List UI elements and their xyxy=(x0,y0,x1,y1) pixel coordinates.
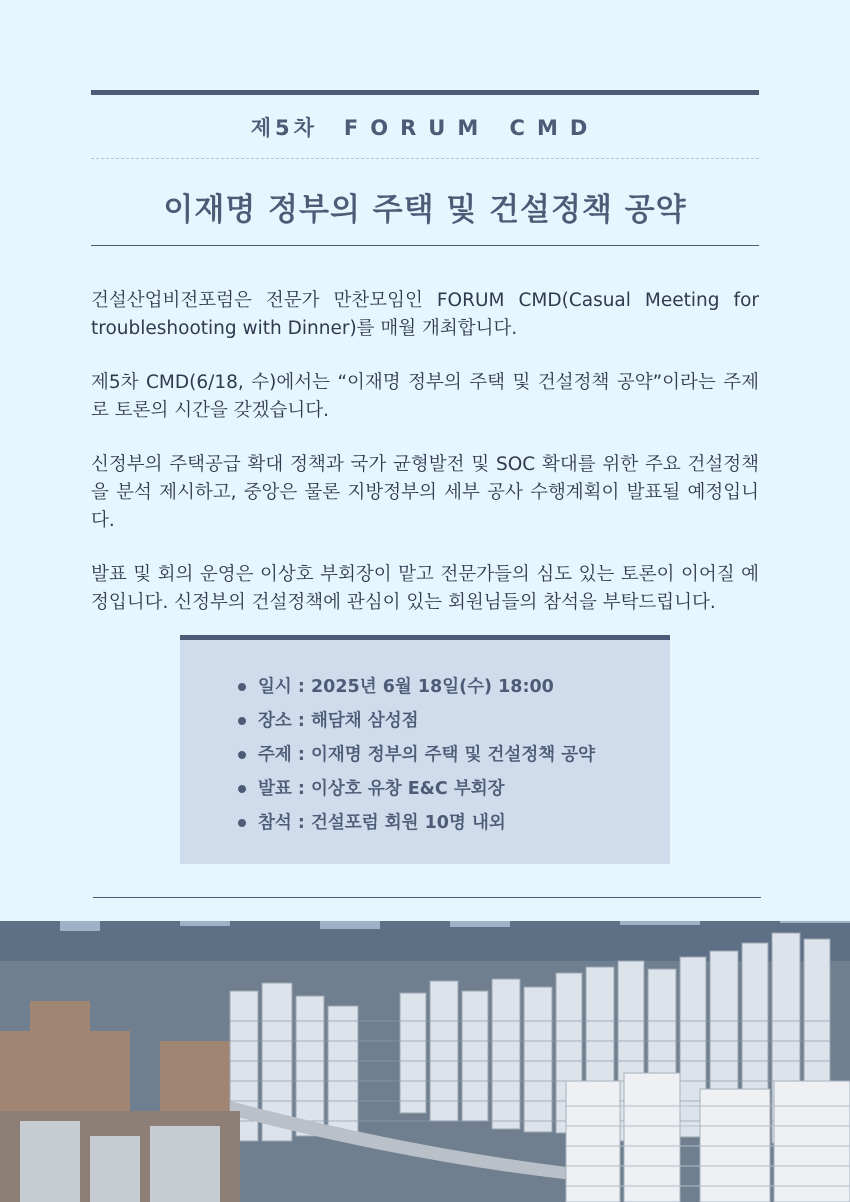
bullet-icon xyxy=(238,717,246,725)
forum-header xyxy=(91,112,759,142)
info-item-place xyxy=(238,709,595,743)
bullet-icon xyxy=(238,785,246,793)
bullet-icon xyxy=(238,751,246,759)
forum-name: FORUM CMD xyxy=(343,116,600,140)
info-text: 발표 : 이상호 유창 E&C 부회장 xyxy=(258,779,505,799)
info-item-topic xyxy=(238,743,595,777)
paragraph-2: 제5차 CMD(6/18, 수)에서는 “이재명 정부의 주택 및 건설정책 공약”이라는 주제로 토론의 시간을 갖겠습니다. xyxy=(91,372,759,421)
event-info-list xyxy=(238,675,595,845)
paragraph-4: 발표 및 회의 운영은 이상호 부회장이 맡고 전문가들의 심도 있는 토론이 이어질 예정입니다. 신정부의 건설정책에 관심이 있는 회원님들의 참석을 부탁드립니다. xyxy=(91,564,759,613)
info-item-attendance xyxy=(238,811,595,845)
dashed-divider xyxy=(91,158,759,159)
info-text: 일시 : 2025년 6월 18일(수) 18:00 xyxy=(258,677,554,697)
bottom-divider xyxy=(93,897,761,898)
cityscape-photo xyxy=(0,921,850,1202)
intro-text xyxy=(91,287,759,643)
info-item-datetime xyxy=(238,675,595,709)
title-divider xyxy=(91,245,759,246)
bullet-icon xyxy=(238,819,246,827)
top-divider xyxy=(91,90,759,95)
bullet-icon xyxy=(238,683,246,691)
info-text: 참석 : 건설포럼 회원 10명 내외 xyxy=(258,813,506,833)
info-item-presenter xyxy=(238,777,595,811)
event-info-box xyxy=(180,635,670,864)
info-text: 장소 : 해담채 삼성점 xyxy=(258,711,419,731)
page-title: 이재명 정부의 주택 및 건설정책 공약 xyxy=(163,192,687,228)
info-text: 주제 : 이재명 정부의 주택 및 건설정책 공약 xyxy=(258,745,596,765)
paragraph-1: 건설산업비전포럼은 전문가 만찬모임인 FORUM CMD(Casual Meeting for troubleshooting with Dinner)를 매월 개최합니다. xyxy=(91,290,759,339)
edition-label: 제5차 xyxy=(250,116,318,140)
paragraph-3: 신정부의 주택공급 확대 정책과 국가 균형발전 및 SOC 확대를 위한 주요 건설정책을 분석 제시하고, 중앙은 물론 지방정부의 세부 공사 수행계획이 발표될 예정입니다. xyxy=(91,454,759,531)
